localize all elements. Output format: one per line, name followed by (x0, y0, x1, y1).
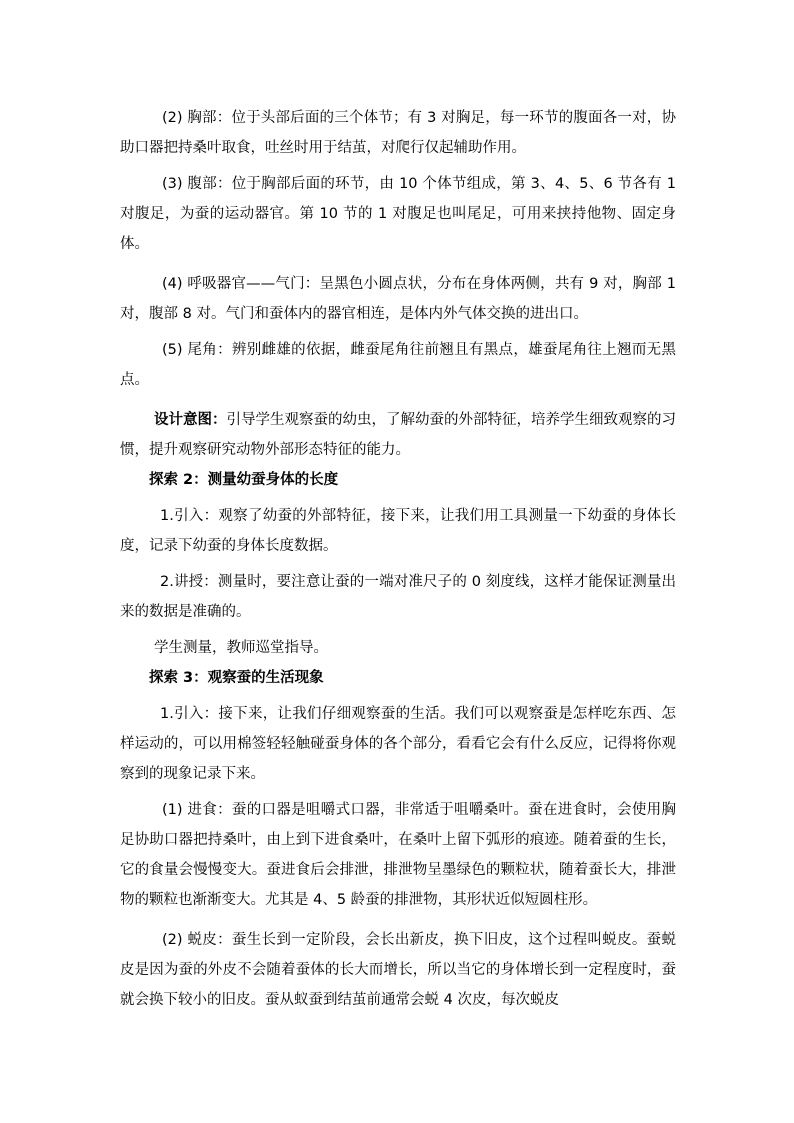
paragraph-measure-instruct: 2.讲授：测量时，要注意让蚕的一端对准尺子的 0 刻度线，这样才能保证测量出来的数据是准确的。 (120, 574, 676, 620)
design-intent-label: 设计意图： (154, 412, 227, 428)
paragraph-thorax: (2) 胸部：位于头部后面的三个体节；有 3 对胸足，每一环节的腹面各一对，协助口器把持桑叶取食，吐丝时用于结茧，对爬行仅起辅助作用。 (120, 110, 676, 156)
section-heading-explore-3: 探索 3：观察蚕的生活现象 (149, 670, 324, 686)
paragraph-measure-intro: 1.引入：观察了幼蚕的外部特征，接下来，让我们用工具测量一下幼蚕的身体长度，记录下幼蚕的身体长度数据。 (120, 508, 676, 554)
paragraph-feeding: (1) 进食：蚕的口器是咀嚼式口器，非常适于咀嚼桑叶。蚕在进食时，会使用胸足协助口器把持桑叶，由上到下进食桑叶，在桑叶上留下弧形的痕迹。随着蚕的生长，它的食量会慢慢变大。蚕进食后会排泄，排泄物呈墨绿色的颗粒状，随着蚕长大，排泄物的颗粒也渐渐变大。尤其是 4、5 龄蚕的排泄物，其形状近似短圆柱形。 (120, 802, 676, 908)
paragraph-abdomen: (3) 腹部：位于胸部后面的环节，由 10 个体节组成，第 3、4、5、6 节各有 1 对腹足，为蚕的运动器官。第 10 节的 1 对腹足也叫尾足，可用来挟持他物、固定身体。 (120, 176, 681, 252)
paragraph-student-measure: 学生测量，教师巡堂指导。 (154, 640, 328, 656)
design-intent-text: 引导学生观察蚕的幼虫，了解幼蚕的外部特征，培养学生细致观察的习惯，提升观察研究动物外部形态特征的能力。 (120, 412, 676, 458)
paragraph-tail-horn: (5) 尾角：辨别雌雄的依据，雌蚕尾角往前翘且有黑点，雄蚕尾角往上翘而无黑点。 (120, 342, 676, 388)
section-heading-explore-2: 探索 2：测量幼蚕身体的长度 (149, 472, 339, 488)
paragraph-observe-intro: 1.引入：接下来，让我们仔细观察蚕的生活。我们可以观察蚕是怎样吃东西、怎样运动的，可以用棉签轻轻触碰蚕身体的各个部分，看看它会有什么反应，记得将你观察到的现象记录下来。 (120, 706, 676, 782)
paragraph-molting: (2) 蜕皮：蚕生长到一定阶段，会长出新皮，换下旧皮，这个过程叫蜕皮。蚕蜕皮是因为蚕的外皮不会随着蚕体的长大而增长，所以当它的身体增长到一定程度时，蚕就会换下较小的旧皮。蚕从蚁蚕到结茧前通常会蜕 4 次皮，每次蜕皮 (120, 932, 676, 1008)
paragraph-spiracles: (4) 呼吸器官——气门：呈黑色小圆点状，分布在身体两侧，共有 9 对，胸部 1 对，腹部 8 对。气门和蚕体内的器官相连，是体内外气体交换的进出口。 (120, 276, 681, 322)
document-body (120, 103, 681, 1015)
paragraph-design-intent (120, 405, 676, 465)
